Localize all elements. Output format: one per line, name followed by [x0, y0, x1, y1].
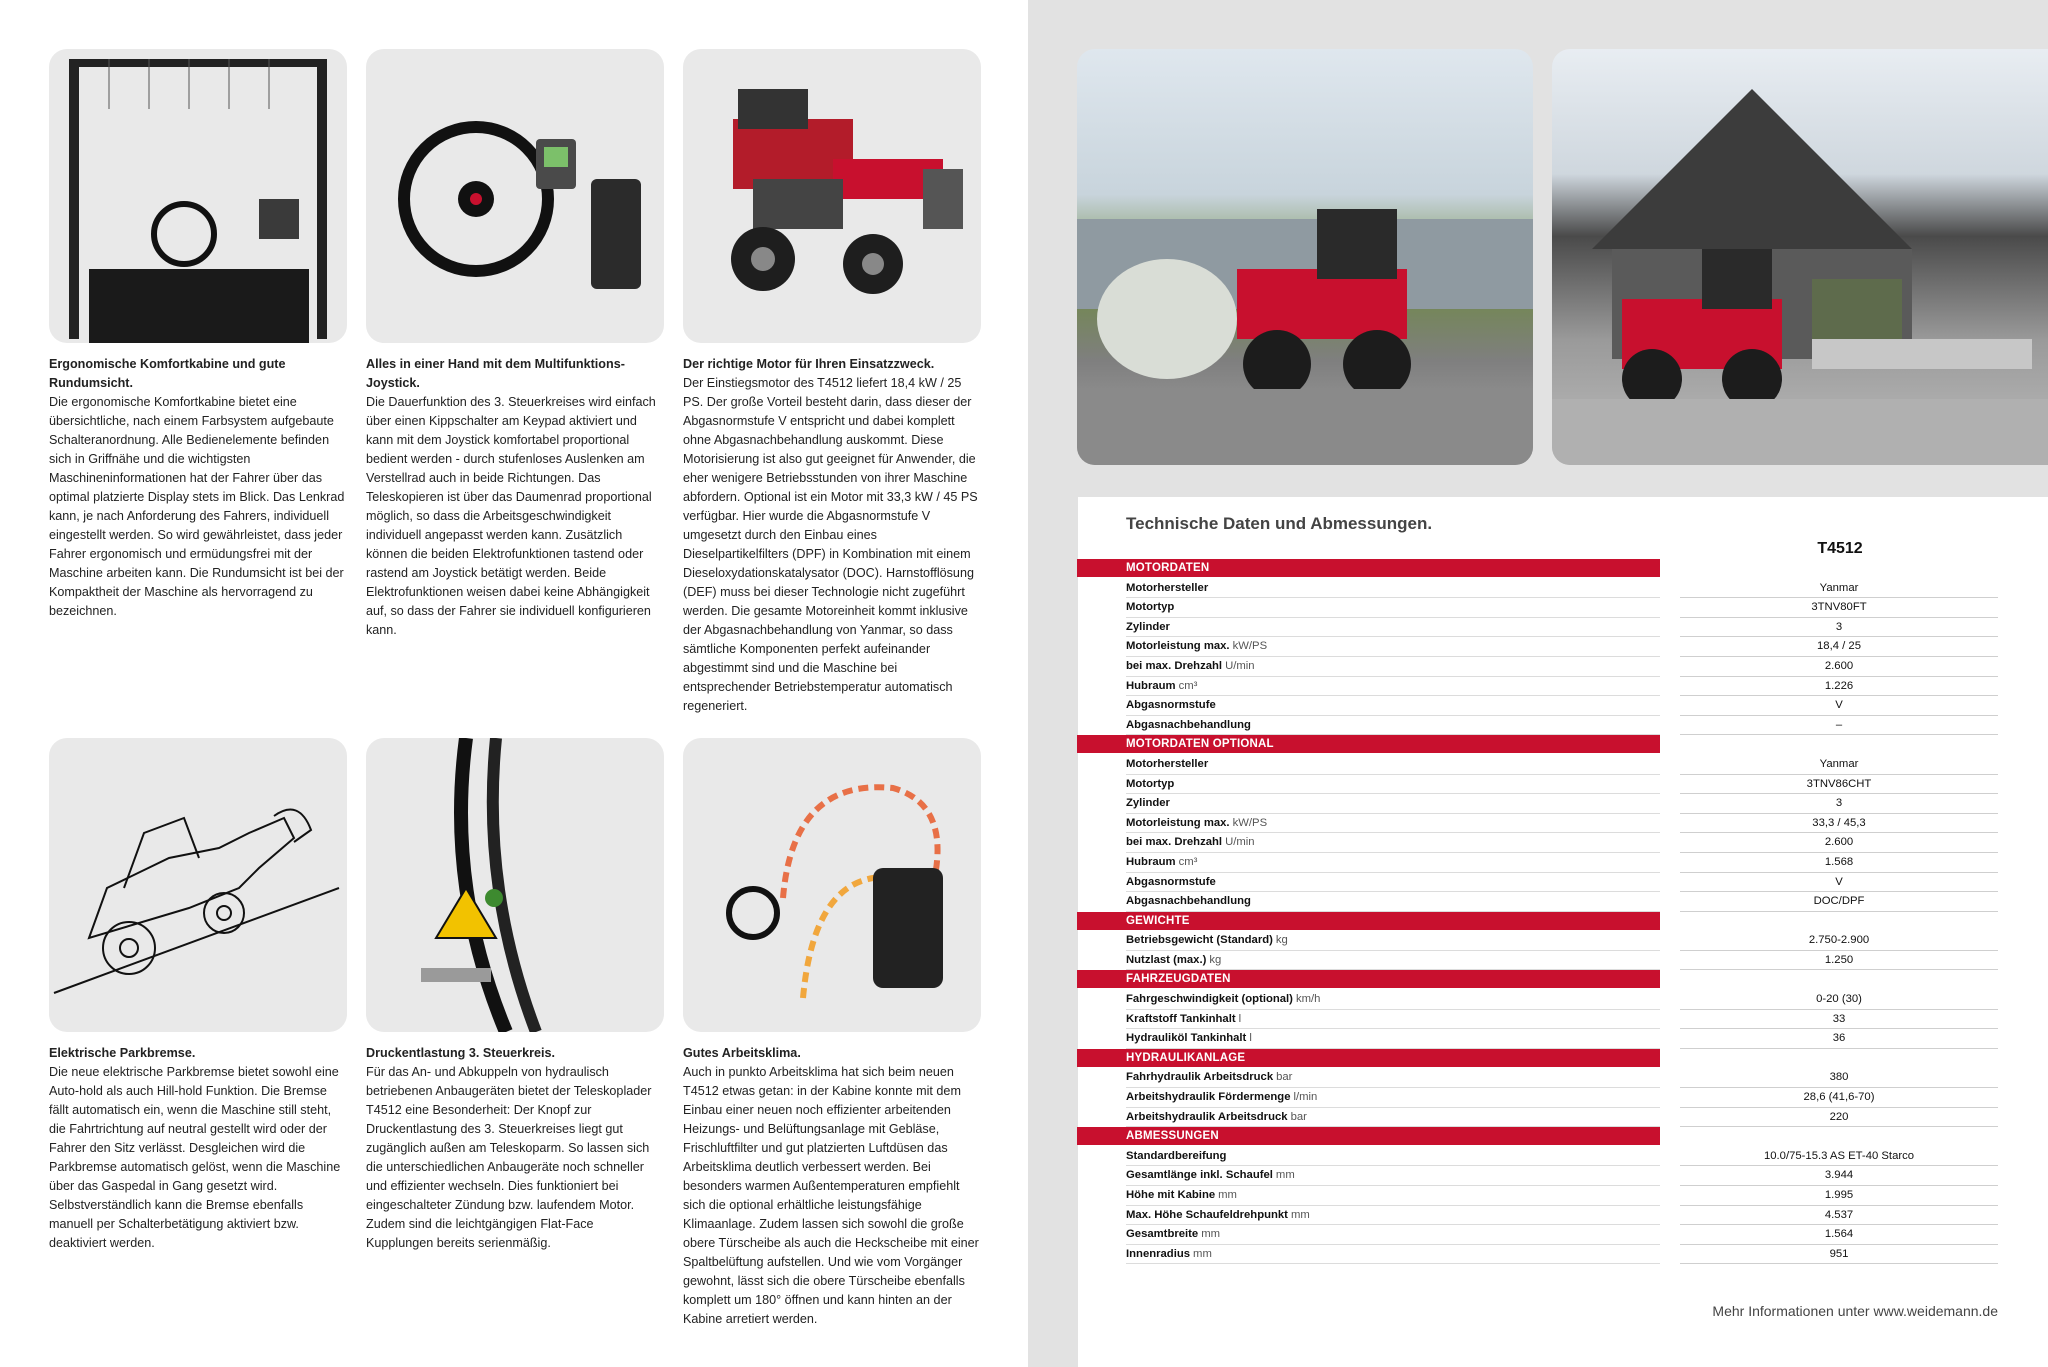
spec-row	[1077, 1206, 1998, 1226]
spec-label: Betriebsgewicht (Standard)	[1126, 934, 1273, 947]
spec-label: Motorhersteller	[1126, 581, 1209, 594]
spec-label: bei max. Drehzahl	[1126, 659, 1223, 672]
spec-label: Kraftstoff Tankinhalt	[1126, 1012, 1236, 1025]
spec-label-cell	[1126, 1108, 1660, 1128]
spec-label: Motorhersteller	[1126, 757, 1209, 770]
spec-label: Höhe mit Kabine	[1126, 1189, 1216, 1201]
spec-label-cell	[1126, 1068, 1660, 1088]
spec-label-cell	[1126, 794, 1660, 814]
feature-caption	[683, 1044, 981, 1329]
motor-photo	[683, 49, 981, 343]
spec-label-cell	[1126, 775, 1660, 795]
spec-value: Yanmar	[1680, 755, 1998, 775]
spec-label: Max. Höhe Schaufeldrehpunkt	[1126, 1208, 1288, 1221]
spec-row	[1077, 755, 1998, 775]
spec-label: Gesamtbreite	[1126, 1228, 1199, 1241]
spec-label: Gesamtlänge inkl. Schaufel	[1126, 1169, 1273, 1182]
parkbrake-illustration	[49, 738, 347, 1032]
spec-row	[1077, 775, 1998, 795]
hero-photo-trailer	[1552, 49, 2048, 465]
spec-value: DOC/DPF	[1680, 892, 1998, 912]
spec-label: Motorleistung max.	[1126, 640, 1230, 653]
feature-body: Die ergonomische Komfortkabine bietet eine übersichtliche, nach einem Farbsystem aufgebaute Schalteranordnung. Alle Bedienelemente befinden sich in Griffnähe und die wichtigsten Maschineninformationen hat der Fahrer über das optimal platzierte Display stets im Blick. Das Lenkrad kann, je nach Anforderung des Fahrers, individuell eingestellt werden. So wird gewährleistet, dass jeder Fahrer ergonomisch und ermüdungsfrei mit der Maschine arbeiten kann. Die Rundumsicht ist bei der Kompaktheit der Maschine als hervorragend zu bezeichnen.	[49, 395, 345, 618]
spec-label: Motortyp	[1126, 777, 1175, 790]
spec-value: 1.995	[1680, 1186, 1998, 1206]
spec-label: Abgasnachbehandlung	[1126, 895, 1251, 908]
spec-label: Fahrhydraulik Arbeitsdruck	[1126, 1071, 1274, 1084]
spec-row	[1077, 1068, 1998, 1088]
spec-unit: kW/PS	[1232, 640, 1268, 653]
spec-label-cell	[1126, 951, 1660, 971]
feature-climate	[683, 738, 981, 1329]
spec-unit: bar	[1276, 1071, 1293, 1084]
spec-unit: mm	[1290, 1208, 1310, 1221]
spec-label-cell	[1126, 579, 1660, 599]
spec-value: 3	[1680, 794, 1998, 814]
spec-unit: kW/PS	[1232, 816, 1268, 829]
spec-label-cell	[1126, 1245, 1660, 1265]
spec-value: V	[1680, 873, 1998, 893]
spec-section-header: ABMESSUNGEN	[1077, 1127, 1660, 1145]
spec-row	[1077, 1108, 1998, 1128]
spec-unit: bar	[1290, 1110, 1307, 1123]
spec-value: 3.944	[1680, 1166, 1998, 1186]
spec-label-cell	[1126, 755, 1660, 775]
spec-value: 36	[1680, 1029, 1998, 1049]
feature-body: Für das An- und Abkuppeln von hydraulisch betriebenen Anbaugeräten bietet der Teleskoplader T4512 eine Besonderheit: Der Knopf zur Druckentlastung des 3. Steuerkreises liegt gut zugänglich außen am Teleskoparm. So lassen sich die unterschiedlichen Anbaugeräte noch schneller und effizienter wechseln. Dies funktioniert bei eingeschalteter Zündung bzw. laufendem Motor. Zudem sind die leichtgängigen Flat-Face Kupplungen bereits serienmäßig.	[366, 1065, 652, 1250]
spec-label: Fahrgeschwindigkeit (optional)	[1126, 993, 1293, 1006]
spec-unit: kg	[1275, 934, 1288, 947]
spec-row	[1077, 579, 1998, 599]
spec-label: Zylinder	[1126, 797, 1170, 810]
spec-unit: U/min	[1225, 836, 1255, 849]
spec-value: 33,3 / 45,3	[1680, 814, 1998, 834]
feature-caption	[683, 355, 981, 716]
spec-row	[1077, 696, 1998, 716]
spec-unit: kg	[1209, 953, 1222, 966]
spec-label-cell	[1126, 696, 1660, 716]
spec-unit: cm³	[1178, 855, 1198, 868]
spec-value: 2.600	[1680, 833, 1998, 853]
spec-unit: l	[1238, 1012, 1242, 1025]
spec-value: 951	[1680, 1245, 1998, 1265]
joystick-photo	[366, 49, 664, 343]
spec-value: 3	[1680, 618, 1998, 638]
spec-section-header: MOTORDATEN	[1077, 559, 1660, 577]
spec-row	[1077, 873, 1998, 893]
hero-photo-bale	[1077, 49, 1533, 465]
spec-section-header: HYDRAULIKANLAGE	[1077, 1049, 1660, 1067]
spec-label-cell	[1126, 833, 1660, 853]
spec-unit: l/min	[1293, 1091, 1318, 1104]
spec-label: Innenradius	[1126, 1247, 1191, 1260]
feature-body: Der Einstiegsmotor des T4512 liefert 18,4 kW / 25 PS. Der große Vorteil besteht darin, dass dieser der Abgasnormstufe V entspricht und dabei komplett ohne Abgasnachbehandlung auskommt. Diese Motorisierung ist also gut geeignet für Anwender, die eher wenigere Betriebsstunden von ihrer Maschine abfordern. Optional ist ein Motor mit 33,3 kW / 45 PS verfügbar. Hier wurde die Abgasnormstufe V umgesetzt durch den Einbau eines Dieselpartikelfilters (DPF) in Kombination mit einem Dieseloxydationskatalysator (DOC). Harnstofflösung (DEF) muss bei dieser Technologie nicht zugeführt werden. Die gesamte Motoreinheit kommt inklusive der Abgasnachbehandlung von Yanmar, so dass sämtliche Komponenten perfekt aufeinander abgestimmt sind und die Maschine bei entsprechender Betriebstemperatur automatisch regeneriert.	[683, 376, 978, 713]
spec-row	[1077, 657, 1998, 677]
feature-body: Die neue elektrische Parkbremse bietet sowohl eine Auto-hold als auch Hill-hold Funktion. Die Bremse fällt automatisch ein, wenn die Maschine still steht, die Fahrtrichtung auf neutral gestellt wird oder der Fahrer den Sitz verlässt. Desgleichen wird die Parkbremse automatisch gelöst, wenn die Maschine über das Gaspedal in Gang gesetzt wird. Selbstverständlich kann die Bremse ebenfalls manuell per Schalterbetätigung aktiviert bzw. deaktiviert werden.	[49, 1065, 341, 1250]
spec-label: Motortyp	[1126, 601, 1175, 614]
feature-pressure	[366, 738, 664, 1253]
feature-caption	[366, 1044, 664, 1253]
spec-value: 380	[1680, 1068, 1998, 1088]
feature-title: Ergonomische Komfortkabine und gute Rundumsicht.	[49, 357, 286, 390]
feature-title: Gutes Arbeitsklima.	[683, 1046, 801, 1060]
spec-value: 4.537	[1680, 1206, 1998, 1226]
spec-value: 3TNV80FT	[1680, 598, 1998, 618]
feature-body: Die Dauerfunktion des 3. Steuerkreises wird einfach über einen Kippschalter am Keypad aktiviert und kann mit dem Joystick komfortabel proportional bedient werden - durch stufenloses Auslenken am Verstellrad auch in beide Richtungen. Das Teleskopieren ist über das Daumenrad proportional möglich, so dass die Arbeitsgeschwindigkeit individuell angepasst werden kann. Zusätzlich können die beiden Elektrofunktionen tastend oder rastend am Joystick betätigt werden. Beide Elektrofunktionen weisen dabei keine Abhängigkeit auf, so dass der Fahrer sie individuell konfigurieren kann.	[366, 395, 656, 637]
feature-title: Der richtige Motor für Ihren Einsatzzweck.	[683, 357, 935, 371]
spec-row	[1077, 1166, 1998, 1186]
feature-caption	[366, 355, 664, 640]
spec-value: –	[1680, 716, 1998, 736]
feature-title: Druckentlastung 3. Steuerkreis.	[366, 1046, 555, 1060]
spec-label-cell	[1126, 892, 1660, 912]
spec-unit: U/min	[1225, 659, 1255, 672]
tech-title: Technische Daten und Abmessungen.	[1126, 514, 1433, 533]
spec-label: Hubraum	[1126, 679, 1176, 692]
spec-label: Hydrauliköl Tankinhalt	[1126, 1032, 1247, 1045]
spec-label-cell	[1126, 990, 1660, 1010]
spec-label: Abgasnormstufe	[1126, 875, 1216, 888]
spec-row	[1077, 1245, 1998, 1265]
pressure-photo	[366, 738, 664, 1032]
spec-label-cell	[1126, 1206, 1660, 1226]
spec-value: 1.568	[1680, 853, 1998, 873]
spec-row	[1077, 853, 1998, 873]
feature-title: Elektrische Parkbremse.	[49, 1046, 196, 1060]
spec-value: 33	[1680, 1010, 1998, 1030]
feature-caption	[49, 355, 347, 621]
spec-label-cell	[1126, 716, 1660, 736]
feature-parkbrake	[49, 738, 347, 1253]
spec-label: Abgasnachbehandlung	[1126, 718, 1251, 731]
spec-section-header: FAHRZEUGDATEN	[1077, 970, 1660, 988]
spec-unit: mm	[1201, 1228, 1221, 1241]
spec-row	[1077, 637, 1998, 657]
spec-value: 18,4 / 25	[1680, 637, 1998, 657]
spec-row	[1077, 598, 1998, 618]
spec-section	[1077, 735, 1998, 755]
spec-row	[1077, 833, 1998, 853]
spec-row	[1077, 1147, 1998, 1167]
spec-label-cell	[1126, 1186, 1660, 1206]
spec-value: 10.0/75-15.3 AS ET-40 Starco	[1680, 1147, 1998, 1167]
spec-unit: mm	[1193, 1247, 1212, 1260]
spec-value: 28,6 (41,6-70)	[1680, 1088, 1998, 1108]
spec-label-cell	[1126, 1166, 1660, 1186]
spec-label-cell	[1126, 1029, 1660, 1049]
spec-row	[1077, 1029, 1998, 1049]
spec-label: Hubraum	[1126, 855, 1176, 868]
spec-label: Arbeitshydraulik Fördermenge	[1126, 1091, 1291, 1104]
spec-section	[1077, 970, 1998, 990]
spec-label-cell	[1126, 1225, 1660, 1245]
spec-value: 1.564	[1680, 1225, 1998, 1245]
spec-section	[1077, 1049, 1998, 1069]
spec-label-cell	[1126, 677, 1660, 697]
spec-value: 1.250	[1680, 951, 1998, 971]
spec-row	[1077, 951, 1998, 971]
spec-value: V	[1680, 696, 1998, 716]
spec-label: Zylinder	[1126, 620, 1170, 633]
spec-unit: mm	[1275, 1169, 1295, 1182]
spec-label-cell	[1126, 873, 1660, 893]
spec-unit: l	[1249, 1032, 1252, 1045]
spec-row	[1077, 1088, 1998, 1108]
climate-photo	[683, 738, 981, 1032]
spec-row	[1077, 1010, 1998, 1030]
spec-section-header: GEWICHTE	[1077, 912, 1660, 930]
spec-label-cell	[1126, 1088, 1660, 1108]
spec-row	[1077, 618, 1998, 638]
spec-row	[1077, 677, 1998, 697]
spec-row	[1077, 716, 1998, 736]
spec-label: Motorleistung max.	[1126, 816, 1230, 829]
spec-value: 2.750-2.900	[1680, 931, 1998, 951]
spec-section	[1077, 1127, 1998, 1147]
model-header: T4512	[1817, 540, 1863, 557]
spec-row	[1077, 794, 1998, 814]
spec-row	[1077, 1225, 1998, 1245]
spec-table	[1077, 559, 1998, 1264]
spec-section	[1077, 559, 1998, 579]
spec-label: Standardbereifung	[1126, 1149, 1227, 1162]
spec-label: Nutzlast (max.)	[1126, 953, 1207, 966]
spec-label: Abgasnormstufe	[1126, 699, 1216, 712]
spec-row	[1077, 990, 1998, 1010]
spec-label-cell	[1126, 637, 1660, 657]
spec-label-cell	[1126, 814, 1660, 834]
spec-label-cell	[1126, 618, 1660, 638]
spec-label-cell	[1126, 853, 1660, 873]
spec-label-cell	[1126, 598, 1660, 618]
feature-title: Alles in einer Hand mit dem Multifunktions-Joystick.	[366, 357, 625, 390]
spec-label: Arbeitshydraulik Arbeitsdruck	[1126, 1110, 1288, 1123]
spec-label: bei max. Drehzahl	[1126, 836, 1223, 849]
footer-info: Mehr Informationen unter www.weidemann.de	[1712, 1303, 1998, 1319]
feature-motor	[683, 49, 981, 716]
spec-value: 2.600	[1680, 657, 1998, 677]
cabin-photo	[49, 49, 347, 343]
spec-section	[1077, 912, 1998, 932]
feature-joystick	[366, 49, 664, 640]
spec-value: Yanmar	[1680, 579, 1998, 599]
spec-unit: mm	[1218, 1189, 1237, 1201]
spec-label-cell	[1126, 657, 1660, 677]
spec-value: 1.226	[1680, 677, 1998, 697]
spec-row	[1077, 814, 1998, 834]
spec-label-cell	[1126, 1010, 1660, 1030]
spec-value: 220	[1680, 1108, 1998, 1128]
spec-unit: cm³	[1178, 679, 1198, 692]
feature-caption	[49, 1044, 347, 1253]
spec-unit: km/h	[1295, 993, 1321, 1006]
spec-value: 0-20 (30)	[1680, 990, 1998, 1010]
spec-row	[1077, 892, 1998, 912]
feature-body: Auch in punkto Arbeitsklima hat sich beim neuen T4512 etwas getan: in der Kabine konnte mit dem Einbau einer neuen noch effizienter arbeitenden Heizungs- und Belüftungsanlage mit Gebläse, Frischluftfilter und gut platzierten Luftdüsen das Arbeitsklima deutlich verbessert werden. Bei besonders warmen Außentemperaturen empfiehlt sich die optional erhältliche leistungsfähige Klimaanlage. Zudem lassen sich sowohl die große obere Türscheibe als auch die Heckscheibe mit einer Spaltbelüftung aufstellen. Und wie vom Vorgänger gewohnt, lässt sich die obere Türscheibe ebenfalls komplett um 180° öffnen und kann hinten an der Kabine arretiert werden.	[683, 1065, 979, 1326]
spec-row	[1077, 1186, 1998, 1206]
spec-value: 3TNV86CHT	[1680, 775, 1998, 795]
feature-cabin	[49, 49, 347, 621]
spec-label-cell	[1126, 1147, 1660, 1167]
spec-label-cell	[1126, 931, 1660, 951]
spec-section-header: MOTORDATEN OPTIONAL	[1077, 735, 1660, 753]
spec-row	[1077, 931, 1998, 951]
